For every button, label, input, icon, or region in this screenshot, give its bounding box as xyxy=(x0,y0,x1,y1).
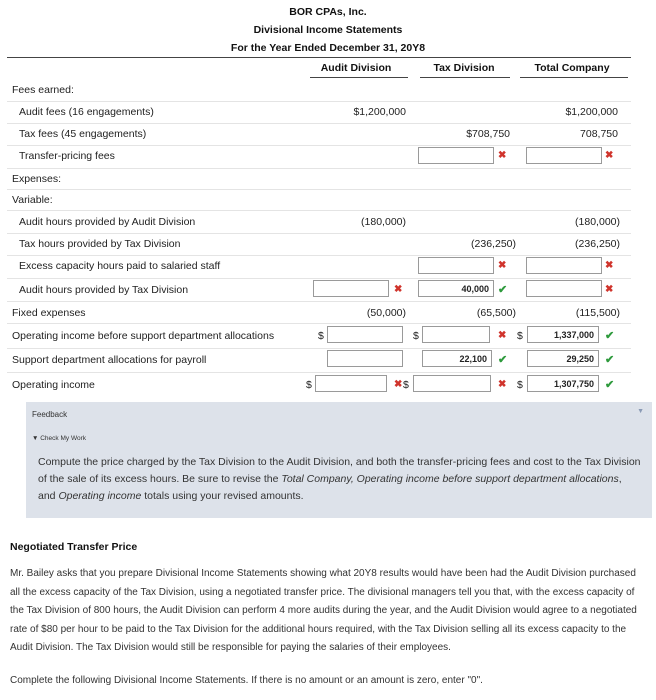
col-audit-division: Audit Division xyxy=(320,62,392,74)
correct-icon: ✔ xyxy=(498,354,508,366)
audit-hours-audit: (180,000) xyxy=(361,216,406,228)
support-alloc-tax-input[interactable] xyxy=(422,350,492,367)
fixed-expenses-total: (115,500) xyxy=(575,307,620,319)
transfer-pricing-label: Transfer-pricing fees xyxy=(19,150,115,162)
audit-hours-label: Audit hours provided by Audit Division xyxy=(19,216,196,228)
check-my-work-toggle[interactable]: ▼ Check My Work xyxy=(32,435,86,442)
audit-fees-total: $1,200,000 xyxy=(565,106,618,118)
problem-paragraph: Mr. Bailey asks that you prepare Divisional Income Statements showing what 20Y8 results would have been had the Audit Division purchased all the excess capacity of the Tax Division, using a negotiated transfer price. The divisional managers tell you that, with the excess capacity of the Tax Division of 800 hours, the Audit Division can perform 4 more audits during the year, and the Audit Division would agree to a negotiated rate of $80 per hour to be paid to the Tax Division for the additional hours required, with the Tax Division selling all its excess capacity to the Audit Division. The Tax Division would still be responsible for paying the salaries of their employees. xyxy=(10,568,637,653)
op-income-before-tax-input[interactable] xyxy=(422,326,490,343)
audit-hours-total: (180,000) xyxy=(575,216,620,228)
fixed-expenses-audit: (50,000) xyxy=(366,307,406,319)
op-income-before-audit-input[interactable] xyxy=(327,326,403,343)
col-tax-underline xyxy=(420,77,510,78)
instruction-text: Complete the following Divisional Income Statements. If there is no amount or an amount is zero, enter "0". xyxy=(10,675,483,686)
op-income-total-input[interactable] xyxy=(527,375,599,392)
excess-capacity-tax-input[interactable] xyxy=(418,257,494,274)
fees-earned-label: Fees earned: xyxy=(12,84,74,96)
audit-hours-tax-tax-input[interactable] xyxy=(418,280,494,297)
col-tax-division: Tax Division xyxy=(433,62,495,74)
correct-icon: ✔ xyxy=(605,354,615,366)
fixed-expenses-label: Fixed expenses xyxy=(12,307,86,319)
incorrect-icon: ✖ xyxy=(605,284,614,295)
tax-fees-tax: $708,750 xyxy=(466,128,510,140)
support-alloc-label: Support department allocations for payroll xyxy=(12,354,207,366)
fixed-expenses-tax: (65,500) xyxy=(476,307,516,319)
incorrect-icon: ✖ xyxy=(498,150,507,161)
dollar-sign: $ xyxy=(318,330,324,342)
tax-fees-label: Tax fees (45 engagements) xyxy=(19,128,147,140)
incorrect-icon: ✖ xyxy=(605,150,614,161)
transfer-pricing-tax-input[interactable] xyxy=(418,147,494,164)
dollar-sign: $ xyxy=(306,379,312,391)
audit-fees-audit: $1,200,000 xyxy=(353,106,406,118)
collapse-arrow-icon[interactable]: ▼ xyxy=(637,408,644,415)
audit-hours-tax-label: Audit hours provided by Tax Division xyxy=(19,284,189,296)
statement-period: For the Year Ended December 31, 20Y8 xyxy=(230,42,426,54)
correct-icon: ✔ xyxy=(605,379,615,391)
op-income-tax-input[interactable] xyxy=(413,375,491,392)
op-income-before-label: Operating income before support department allocations xyxy=(12,330,275,342)
company-name: BOR CPAs, Inc. xyxy=(289,6,367,18)
incorrect-icon: ✖ xyxy=(605,260,614,271)
col-total-underline xyxy=(520,77,628,78)
tax-hours-total: (236,250) xyxy=(575,238,620,250)
excess-capacity-label: Excess capacity hours paid to salaried staff xyxy=(19,260,221,272)
correct-icon: ✔ xyxy=(498,284,508,296)
dollar-sign: $ xyxy=(413,330,419,342)
excess-capacity-total-input[interactable] xyxy=(526,257,602,274)
op-income-label: Operating income xyxy=(12,379,95,391)
audit-fees-label: Audit fees (16 engagements) xyxy=(19,106,154,118)
tax-hours-label: Tax hours provided by Tax Division xyxy=(19,238,181,250)
expenses-label: Expenses: xyxy=(12,173,62,185)
feedback-panel xyxy=(26,402,652,518)
tax-fees-total: 708,750 xyxy=(580,128,618,140)
variable-label: Variable: xyxy=(12,194,53,206)
dollar-sign: $ xyxy=(517,379,523,391)
correct-icon: ✔ xyxy=(605,330,615,342)
support-alloc-total-input[interactable] xyxy=(527,350,599,367)
dollar-sign: $ xyxy=(517,330,523,342)
statement-title: Divisional Income Statements xyxy=(253,24,403,36)
dollar-sign: $ xyxy=(403,379,409,391)
feedback-text: Compute the price charged by the Tax Division to the Audit Division, and both the transfer-pricing fees and cost to the Tax Division of the sale of its excess hours. Be sure to revise the Total Company, Operating income before support department allocations, and Operating income totals using your revised amounts. xyxy=(38,456,641,502)
incorrect-icon: ✖ xyxy=(498,260,507,271)
incorrect-icon: ✖ xyxy=(498,379,507,390)
tax-hours-tax: (236,250) xyxy=(471,238,516,250)
header-divider xyxy=(7,57,631,58)
audit-hours-tax-total-input[interactable] xyxy=(526,280,602,297)
incorrect-icon: ✖ xyxy=(498,330,507,341)
col-audit-underline xyxy=(310,77,408,78)
transfer-pricing-total-input[interactable] xyxy=(526,147,602,164)
audit-hours-tax-audit-input[interactable] xyxy=(313,280,389,297)
section-title: Negotiated Transfer Price xyxy=(10,541,138,553)
support-alloc-audit-input[interactable] xyxy=(327,350,403,367)
incorrect-icon: ✖ xyxy=(394,284,403,295)
op-income-audit-input[interactable] xyxy=(315,375,387,392)
op-income-before-total-input[interactable] xyxy=(527,326,599,343)
feedback-title: Feedback xyxy=(32,410,68,419)
col-total-company: Total Company xyxy=(534,62,610,74)
incorrect-icon: ✖ xyxy=(394,379,403,390)
